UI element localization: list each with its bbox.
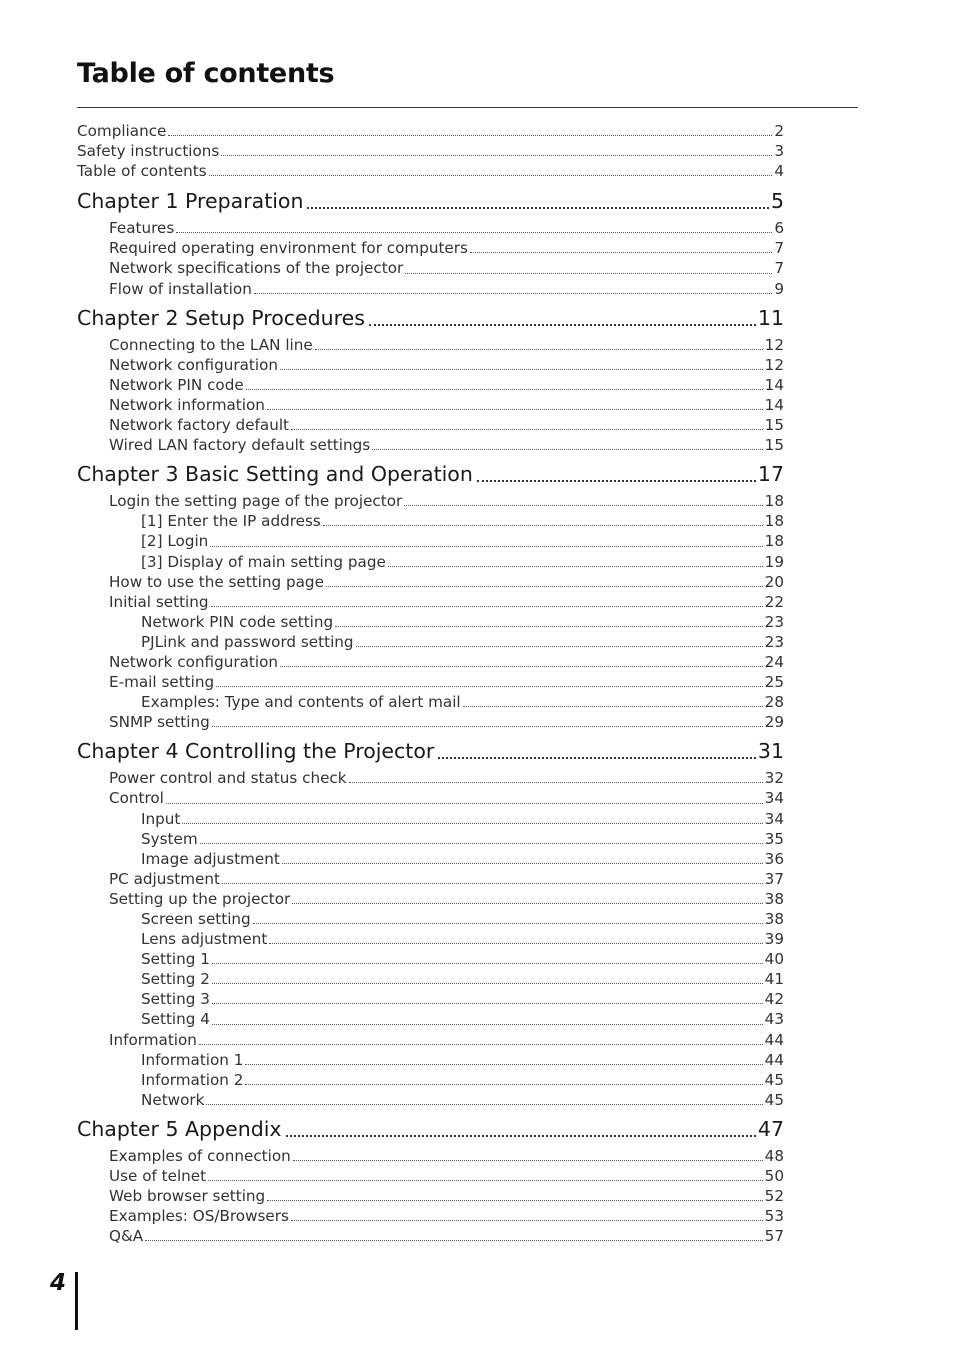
toc-entry-title: E-mail setting (109, 673, 215, 692)
toc-subsection-entry[interactable] (77, 632, 784, 652)
toc-entry-page: 12 (764, 355, 784, 374)
toc-entry-page: 57 (764, 1227, 784, 1246)
toc-entry-title: Setting up the projector (109, 889, 291, 908)
dot-leader (221, 155, 772, 156)
dot-leader (267, 1200, 762, 1201)
toc-entry-title: Required operating environment for computers (109, 239, 468, 258)
toc-entry-title: SNMP setting (109, 713, 210, 732)
dot-leader (438, 757, 756, 759)
toc-section-entry[interactable] (77, 238, 784, 258)
dot-leader (211, 606, 763, 607)
toc-section-entry[interactable] (77, 1226, 784, 1246)
dot-leader (291, 1220, 763, 1221)
toc-subsection-entry[interactable] (77, 909, 784, 929)
toc-entry-page: 11 (757, 305, 784, 330)
toc-entry[interactable] (77, 121, 784, 141)
toc-subsection-entry[interactable] (77, 929, 784, 949)
toc-entry-title: Control (109, 789, 164, 808)
toc-entry-page: 24 (764, 652, 784, 671)
toc-section-entry[interactable] (77, 258, 784, 278)
dot-leader (206, 1104, 762, 1105)
toc-entry-title: Network PIN code (109, 375, 244, 394)
dot-leader (315, 349, 763, 350)
toc-entry-title: [2] Login (141, 532, 209, 551)
toc-entry-title: Q&A (109, 1227, 144, 1246)
toc-entry-title: Network PIN code setting (141, 612, 334, 631)
toc-entry-page: 5 (770, 189, 784, 214)
title-divider (77, 107, 858, 108)
toc-section-entry[interactable] (77, 435, 784, 455)
toc-subsection-entry[interactable] (77, 969, 784, 989)
toc-entry-title: Network information (109, 395, 265, 414)
dot-leader (212, 1024, 763, 1025)
dot-leader (210, 546, 762, 547)
dot-leader (145, 1240, 762, 1241)
toc-entry-page: 7 (774, 239, 784, 258)
toc-section-entry[interactable] (77, 355, 784, 375)
toc-section-entry[interactable] (77, 1186, 784, 1206)
toc-section-entry[interactable] (77, 768, 784, 788)
toc-section-entry[interactable] (77, 1146, 784, 1166)
dot-leader (326, 586, 763, 587)
toc-entry-page: 22 (764, 592, 784, 611)
toc-entry-page: 28 (764, 693, 784, 712)
toc-entry-title: Table of contents (77, 162, 207, 181)
toc-entry-title: Network configuration (109, 355, 278, 374)
toc-entry-page: 18 (764, 532, 784, 551)
dot-leader (280, 666, 763, 667)
toc-entry-title: PC adjustment (109, 869, 220, 888)
toc-section-entry[interactable] (77, 592, 784, 612)
toc-entry-title: How to use the setting page (109, 572, 324, 591)
toc-entry-page: 39 (764, 930, 784, 949)
toc-entry-title: Information (109, 1030, 197, 1049)
dot-leader (212, 963, 763, 964)
toc-subsection-entry[interactable] (77, 612, 784, 632)
toc-subsection-entry[interactable] (77, 949, 784, 969)
toc-entry-title: Chapter 5 Appendix (77, 1116, 282, 1141)
toc-entry-title: Initial setting (109, 592, 209, 611)
toc-entry-page: 42 (764, 990, 784, 1009)
toc-entry-page: 20 (764, 572, 784, 591)
dot-leader (356, 646, 763, 647)
dot-leader (166, 803, 763, 804)
toc-section-entry[interactable] (77, 335, 784, 355)
toc-section-entry[interactable] (77, 869, 784, 889)
toc-section-entry[interactable] (77, 415, 784, 435)
toc-entry-page: 44 (764, 1050, 784, 1069)
dot-leader (208, 1180, 763, 1181)
toc-subsection-entry[interactable] (77, 1050, 784, 1070)
page-title: Table of contents (77, 58, 335, 89)
toc-entry-page: 45 (764, 1090, 784, 1109)
dot-leader (199, 1044, 763, 1045)
toc-entry-title: Safety instructions (77, 142, 220, 161)
toc-chapter-heading[interactable] (77, 304, 784, 333)
toc-entry-title: Information 2 (141, 1070, 244, 1089)
toc-entry-page: 7 (774, 259, 784, 278)
toc-section-entry[interactable] (77, 712, 784, 732)
dot-leader (168, 135, 772, 136)
dot-leader (349, 782, 763, 783)
toc-subsection-entry[interactable] (77, 1009, 784, 1029)
toc-chapter-heading[interactable] (77, 460, 784, 489)
toc-entry-page: 23 (764, 612, 784, 631)
toc-section-entry[interactable] (77, 395, 784, 415)
page-number-bar (75, 1272, 78, 1330)
toc-chapter-heading[interactable] (77, 1115, 784, 1144)
dot-leader (212, 726, 763, 727)
toc-entry-page: 9 (774, 279, 784, 298)
toc-entry-title: Information 1 (141, 1050, 244, 1069)
toc-chapter-heading[interactable] (77, 737, 784, 766)
toc-section-entry[interactable] (77, 1030, 784, 1050)
dot-leader (286, 1135, 756, 1137)
dot-leader (372, 449, 763, 450)
toc-entry-page: 40 (764, 950, 784, 969)
toc-entry-page: 45 (764, 1070, 784, 1089)
toc-entry-title: Image adjustment (141, 849, 280, 868)
toc-subsection-entry[interactable] (77, 692, 784, 712)
toc-entry-title: Wired LAN factory default settings (109, 436, 371, 455)
dot-leader (212, 1003, 763, 1004)
toc-entry-title: Lens adjustment (141, 930, 268, 949)
toc-subsection-entry[interactable] (77, 989, 784, 1009)
toc-entry-page: 53 (764, 1207, 784, 1226)
toc-entry-title: Connecting to the LAN line (109, 335, 313, 354)
toc-entry-title: Examples of connection (109, 1146, 291, 1165)
toc-entry-title: Examples: OS/Browsers (109, 1207, 289, 1226)
dot-leader (470, 252, 772, 253)
dot-leader (307, 207, 768, 209)
dot-leader (209, 175, 773, 176)
toc-entry-page: 35 (764, 829, 784, 848)
dot-leader (176, 232, 772, 233)
toc-entry-title: Network (141, 1090, 205, 1109)
toc-entry-page: 29 (764, 713, 784, 732)
page-number: 4 (50, 1270, 67, 1296)
toc-entry-title: PJLink and password setting (141, 632, 354, 651)
toc-entry-page: 4 (774, 162, 784, 181)
toc-section-entry[interactable] (77, 572, 784, 592)
toc-section-entry[interactable] (77, 652, 784, 672)
dot-leader (200, 843, 763, 844)
toc-entry-page: 52 (764, 1187, 784, 1206)
toc-entry-title: Network factory default (109, 416, 289, 435)
toc-entry-page: 23 (764, 632, 784, 651)
toc-subsection-entry[interactable] (77, 809, 784, 829)
toc-section-entry[interactable] (77, 1166, 784, 1186)
toc-entry-page: 47 (757, 1116, 784, 1141)
toc-entry-page: 38 (764, 910, 784, 928)
toc-entry-title: Network configuration (109, 652, 278, 671)
toc-entry-title: Setting 2 (141, 970, 210, 989)
toc-entry-title: Power control and status check (109, 769, 347, 788)
toc-entry-page: 15 (764, 416, 784, 435)
toc-entry-page: 12 (764, 335, 784, 354)
dot-leader (212, 983, 763, 984)
toc-entry-page: 17 (757, 462, 784, 487)
dot-leader (463, 706, 763, 707)
toc-entry-page: 34 (764, 809, 784, 828)
dot-leader (369, 324, 756, 326)
dot-leader (323, 525, 763, 526)
dot-leader (280, 369, 763, 370)
toc-entry-page: 38 (764, 889, 784, 908)
toc-entry-title: Chapter 2 Setup Procedures (77, 305, 365, 330)
dot-leader (269, 943, 762, 944)
toc-entry-title: [3] Display of main setting page (141, 552, 386, 571)
toc-entry[interactable] (77, 141, 784, 161)
toc-entry-page: 14 (764, 375, 784, 394)
toc-entry-page: 25 (764, 673, 784, 692)
dot-leader (246, 389, 763, 390)
dot-leader (282, 863, 763, 864)
toc-entry-title: Features (109, 219, 175, 238)
toc-entry-page: 15 (764, 436, 784, 455)
dot-leader (267, 409, 763, 410)
toc-entry-page: 32 (764, 769, 784, 788)
toc-entry-page: 48 (764, 1146, 784, 1165)
toc-entry-title: Web browser setting (109, 1187, 266, 1206)
toc-subsection-entry[interactable] (77, 552, 784, 572)
toc-entry-title: Chapter 3 Basic Setting and Operation (77, 462, 473, 487)
toc-entry-title: [1] Enter the IP address (141, 512, 321, 531)
toc-entry-page: 2 (774, 122, 784, 140)
dot-leader (335, 626, 762, 627)
toc-entry-page: 3 (774, 142, 784, 161)
toc-entry-title: System (141, 829, 198, 848)
dot-leader (404, 505, 762, 506)
toc-entry-title: Setting 4 (141, 1010, 210, 1029)
toc-entry-page: 19 (764, 552, 784, 571)
toc-entry-page: 50 (764, 1167, 784, 1186)
dot-leader (388, 566, 763, 567)
toc-entry-title: Use of telnet (109, 1167, 207, 1186)
dot-leader (291, 429, 763, 430)
toc-entry-page: 18 (764, 512, 784, 531)
toc-entry-page: 18 (764, 492, 784, 511)
toc-entry-title: Chapter 4 Controlling the Projector (77, 739, 435, 764)
toc-section-entry[interactable] (77, 672, 784, 692)
toc-entry-title: Input (141, 809, 181, 828)
toc-entry-page: 31 (757, 739, 784, 764)
toc-entry-title: Chapter 1 Preparation (77, 189, 304, 214)
toc-subsection-entry[interactable] (77, 1070, 784, 1090)
toc-entry-page: 6 (774, 219, 784, 238)
toc-entry-title: Network specifications of the projector (109, 259, 404, 278)
dot-leader (405, 273, 772, 274)
toc-entry-title: Compliance (77, 122, 167, 140)
toc-section-entry[interactable] (77, 375, 784, 395)
toc-subsection-entry[interactable] (77, 531, 784, 551)
toc-entry-title: Setting 3 (141, 990, 210, 1009)
toc-section-entry[interactable] (77, 491, 784, 511)
toc-entry-title: Login the setting page of the projector (109, 492, 403, 511)
toc-subsection-entry[interactable] (77, 849, 784, 869)
toc-subsection-entry[interactable] (77, 511, 784, 531)
toc-entry-page: 36 (764, 849, 784, 868)
toc-entry-page: 34 (764, 789, 784, 808)
toc-subsection-entry[interactable] (77, 1090, 784, 1110)
toc-entry-title: Examples: Type and contents of alert mail (141, 693, 461, 712)
toc-entry[interactable] (77, 161, 784, 181)
toc-entry-page: 14 (764, 395, 784, 414)
toc-section-entry[interactable] (77, 889, 784, 909)
dot-leader (477, 480, 756, 482)
dot-leader (182, 823, 762, 824)
toc-entry-title: Setting 1 (141, 950, 210, 969)
toc-section-entry[interactable] (77, 218, 784, 238)
dot-leader (245, 1064, 762, 1065)
toc-section-entry[interactable] (77, 279, 784, 299)
dot-leader (245, 1084, 762, 1085)
toc-entry-page: 43 (764, 1010, 784, 1029)
dot-leader (254, 293, 773, 294)
toc-entry-page: 41 (764, 970, 784, 989)
toc-subsection-entry[interactable] (77, 829, 784, 849)
toc-entry-title: Screen setting (141, 910, 251, 928)
toc-entry-page: 44 (764, 1030, 784, 1049)
dot-leader (253, 923, 763, 924)
table-of-contents (77, 121, 784, 1246)
toc-entry-title: Flow of installation (109, 279, 252, 298)
toc-section-entry[interactable] (77, 788, 784, 808)
toc-chapter-heading[interactable] (77, 187, 784, 216)
dot-leader (222, 883, 763, 884)
toc-entry-page: 37 (764, 869, 784, 888)
dot-leader (293, 1160, 763, 1161)
dot-leader (216, 686, 763, 687)
dot-leader (292, 903, 762, 904)
toc-section-entry[interactable] (77, 1206, 784, 1226)
